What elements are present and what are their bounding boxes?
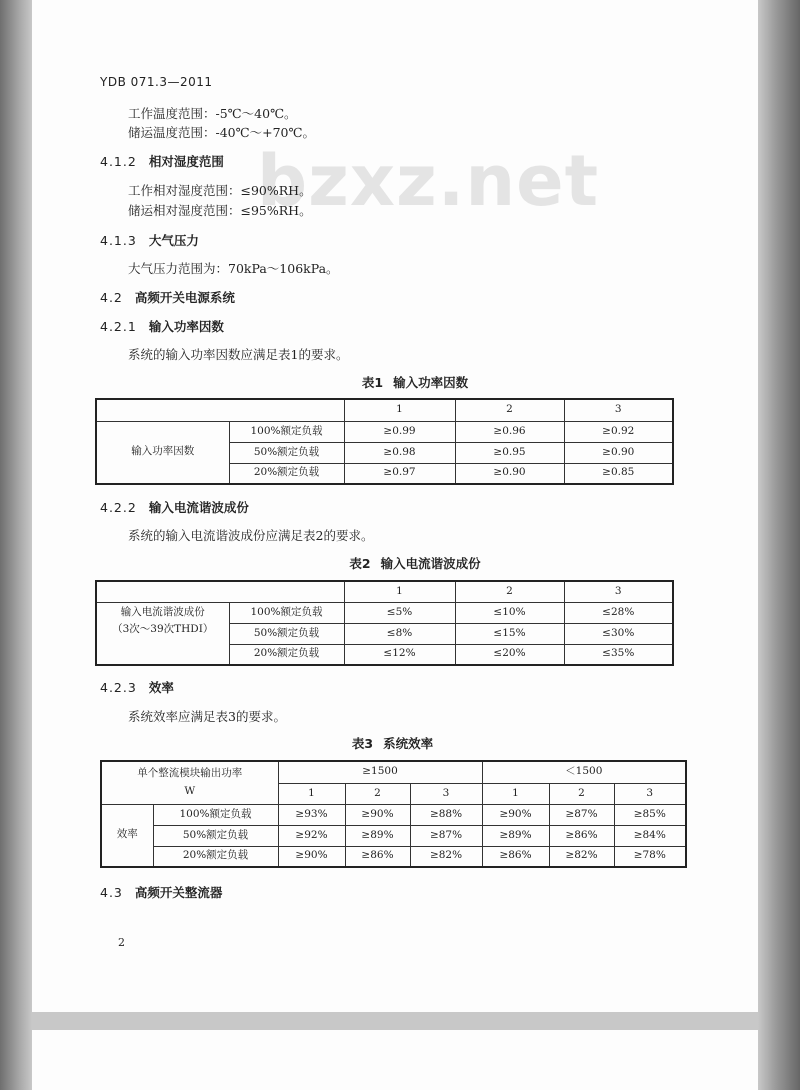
row-group-label: 输入功率因数 — [96, 421, 229, 484]
paragraph-4-2-3: 系统效率应满足表3的要求。 — [128, 709, 286, 724]
power-header — [101, 761, 278, 804]
column-header: 2 — [455, 581, 564, 602]
table-cell: ≥88% — [410, 804, 482, 825]
table3-system-efficiency — [100, 760, 687, 868]
table-cell: ≤30% — [564, 623, 673, 644]
load-label: 50%额定负载 — [229, 623, 344, 644]
table-cell: ≥87% — [549, 804, 614, 825]
column-header: 3 — [614, 783, 686, 804]
table-cell: ≥90% — [345, 804, 410, 825]
caption-title: 输入功率因数 — [393, 375, 469, 390]
watermark: bzxz.net — [257, 140, 600, 222]
group-label-line2: （3次～39次THDI） — [112, 623, 214, 636]
load-label: 20%额定负载 — [229, 463, 344, 484]
table-cell: ≥89% — [482, 825, 549, 846]
table-cell: ≥85% — [614, 804, 686, 825]
section-4-3 — [100, 883, 222, 901]
table-cell: ≥87% — [410, 825, 482, 846]
document-page — [32, 0, 758, 1012]
table-cell: ≥0.97 — [344, 463, 455, 484]
section-number: 4.1.2 — [100, 154, 137, 169]
storage-humidity: 储运相对湿度范围：≤95%RH。 — [128, 203, 312, 218]
table-cell: ≥0.90 — [564, 442, 673, 463]
table-cell: ≥90% — [482, 804, 549, 825]
section-number: 4.2.3 — [100, 680, 137, 695]
table1-caption — [95, 373, 735, 391]
table-cell: ≥0.99 — [344, 421, 455, 442]
storage-temperature: 储运温度范围：-40℃～+70℃。 — [128, 125, 315, 140]
table-cell: ≥92% — [278, 825, 345, 846]
section-title: 输入电流谐波成份 — [148, 500, 249, 515]
section-number: 4.2.1 — [100, 319, 137, 334]
column-header: 1 — [278, 783, 345, 804]
table-cell: ≤15% — [455, 623, 564, 644]
caption-number: 表1 — [361, 375, 384, 390]
table-cell: ≤5% — [344, 602, 455, 623]
load-label: 20%额定负载 — [229, 644, 344, 665]
table-cell: ≥0.90 — [455, 463, 564, 484]
row-group-label: 效率 — [101, 804, 153, 867]
load-label: 50%额定负载 — [153, 825, 278, 846]
table3-caption — [100, 734, 685, 752]
table-cell: ≥93% — [278, 804, 345, 825]
group-label-line1: 输入电流谐波成份 — [120, 605, 205, 618]
table-cell: ≥0.95 — [455, 442, 564, 463]
paragraph-4-2-1: 系统的输入功率因数应满足表1的要求。 — [128, 347, 349, 362]
caption-number: 表2 — [349, 556, 371, 571]
section-4-1-3 — [100, 231, 199, 249]
table-cell: ≤8% — [344, 623, 455, 644]
header-empty-cell — [96, 581, 344, 602]
table-cell: ≥82% — [549, 846, 614, 867]
table-cell: ≥86% — [549, 825, 614, 846]
table-cell: ≥0.92 — [564, 421, 673, 442]
section-4-2-1 — [100, 317, 224, 335]
load-label: 20%额定负载 — [153, 846, 278, 867]
section-4-1-2 — [100, 152, 224, 170]
pressure-range: 大气压力范围为：70kPa～106kPa。 — [128, 261, 339, 276]
table2-caption — [95, 554, 735, 572]
group-header-high: ≥1500 — [278, 761, 482, 783]
header-empty-cell — [96, 399, 344, 421]
section-title: 高频开关电源系统 — [134, 290, 235, 305]
table1-input-power-factor — [95, 398, 674, 485]
table2-input-current-harmonics — [95, 580, 674, 666]
column-header: 3 — [410, 783, 482, 804]
table-cell: ≥0.98 — [344, 442, 455, 463]
column-header: 2 — [549, 783, 614, 804]
section-4-2 — [100, 288, 235, 306]
section-number: 4.1.3 — [100, 233, 137, 248]
table-cell: ≥86% — [345, 846, 410, 867]
power-header-unit: W — [184, 784, 196, 797]
column-header: 2 — [455, 399, 564, 421]
section-4-2-3 — [100, 678, 174, 696]
paragraph-4-2-2: 系统的输入电流谐波成份应满足表2的要求。 — [128, 528, 374, 543]
section-title: 大气压力 — [148, 233, 199, 248]
group-header-low: ＜1500 — [482, 761, 686, 783]
table-cell: ≤10% — [455, 602, 564, 623]
caption-title: 输入电流谐波成份 — [380, 556, 481, 571]
next-page-edge — [32, 1030, 758, 1090]
table-cell: ≤12% — [344, 644, 455, 665]
column-header: 1 — [482, 783, 549, 804]
work-humidity: 工作相对湿度范围：≤90%RH。 — [128, 183, 312, 198]
table-cell: ≥84% — [614, 825, 686, 846]
power-header-line1: 单个整流模块输出功率 — [137, 767, 243, 780]
section-number: 4.2 — [100, 290, 123, 305]
section-title: 效率 — [148, 680, 174, 695]
section-4-2-2 — [100, 498, 249, 516]
caption-title: 系统效率 — [383, 736, 434, 751]
section-number: 4.3 — [100, 885, 123, 900]
row-group-label — [96, 602, 229, 665]
load-label: 100%额定负载 — [229, 602, 344, 623]
table-cell: ≥78% — [614, 846, 686, 867]
page-number: 2 — [118, 936, 125, 949]
column-header: 2 — [345, 783, 410, 804]
table-cell: ≤20% — [455, 644, 564, 665]
load-label: 100%额定负载 — [229, 421, 344, 442]
table-cell: ≤35% — [564, 644, 673, 665]
section-title: 高频开关整流器 — [134, 885, 223, 900]
table-cell: ≥0.96 — [455, 421, 564, 442]
table-cell: ≥86% — [482, 846, 549, 867]
caption-number: 表3 — [351, 736, 374, 751]
work-temperature: 工作温度范围：-5℃～40℃。 — [128, 106, 297, 121]
table-cell: ≥0.85 — [564, 463, 673, 484]
load-label: 50%额定负载 — [229, 442, 344, 463]
section-number: 4.2.2 — [100, 500, 137, 515]
column-header: 1 — [344, 581, 455, 602]
section-title: 相对湿度范围 — [148, 154, 224, 169]
document-header: YDB 071.3—2011 — [100, 75, 213, 89]
table-cell: ≤28% — [564, 602, 673, 623]
load-label: 100%额定负载 — [153, 804, 278, 825]
column-header: 3 — [564, 581, 673, 602]
table-cell: ≥82% — [410, 846, 482, 867]
section-title: 输入功率因数 — [148, 319, 224, 334]
table-cell: ≥89% — [345, 825, 410, 846]
column-header: 1 — [344, 399, 455, 421]
column-header: 3 — [564, 399, 673, 421]
table-cell: ≥90% — [278, 846, 345, 867]
